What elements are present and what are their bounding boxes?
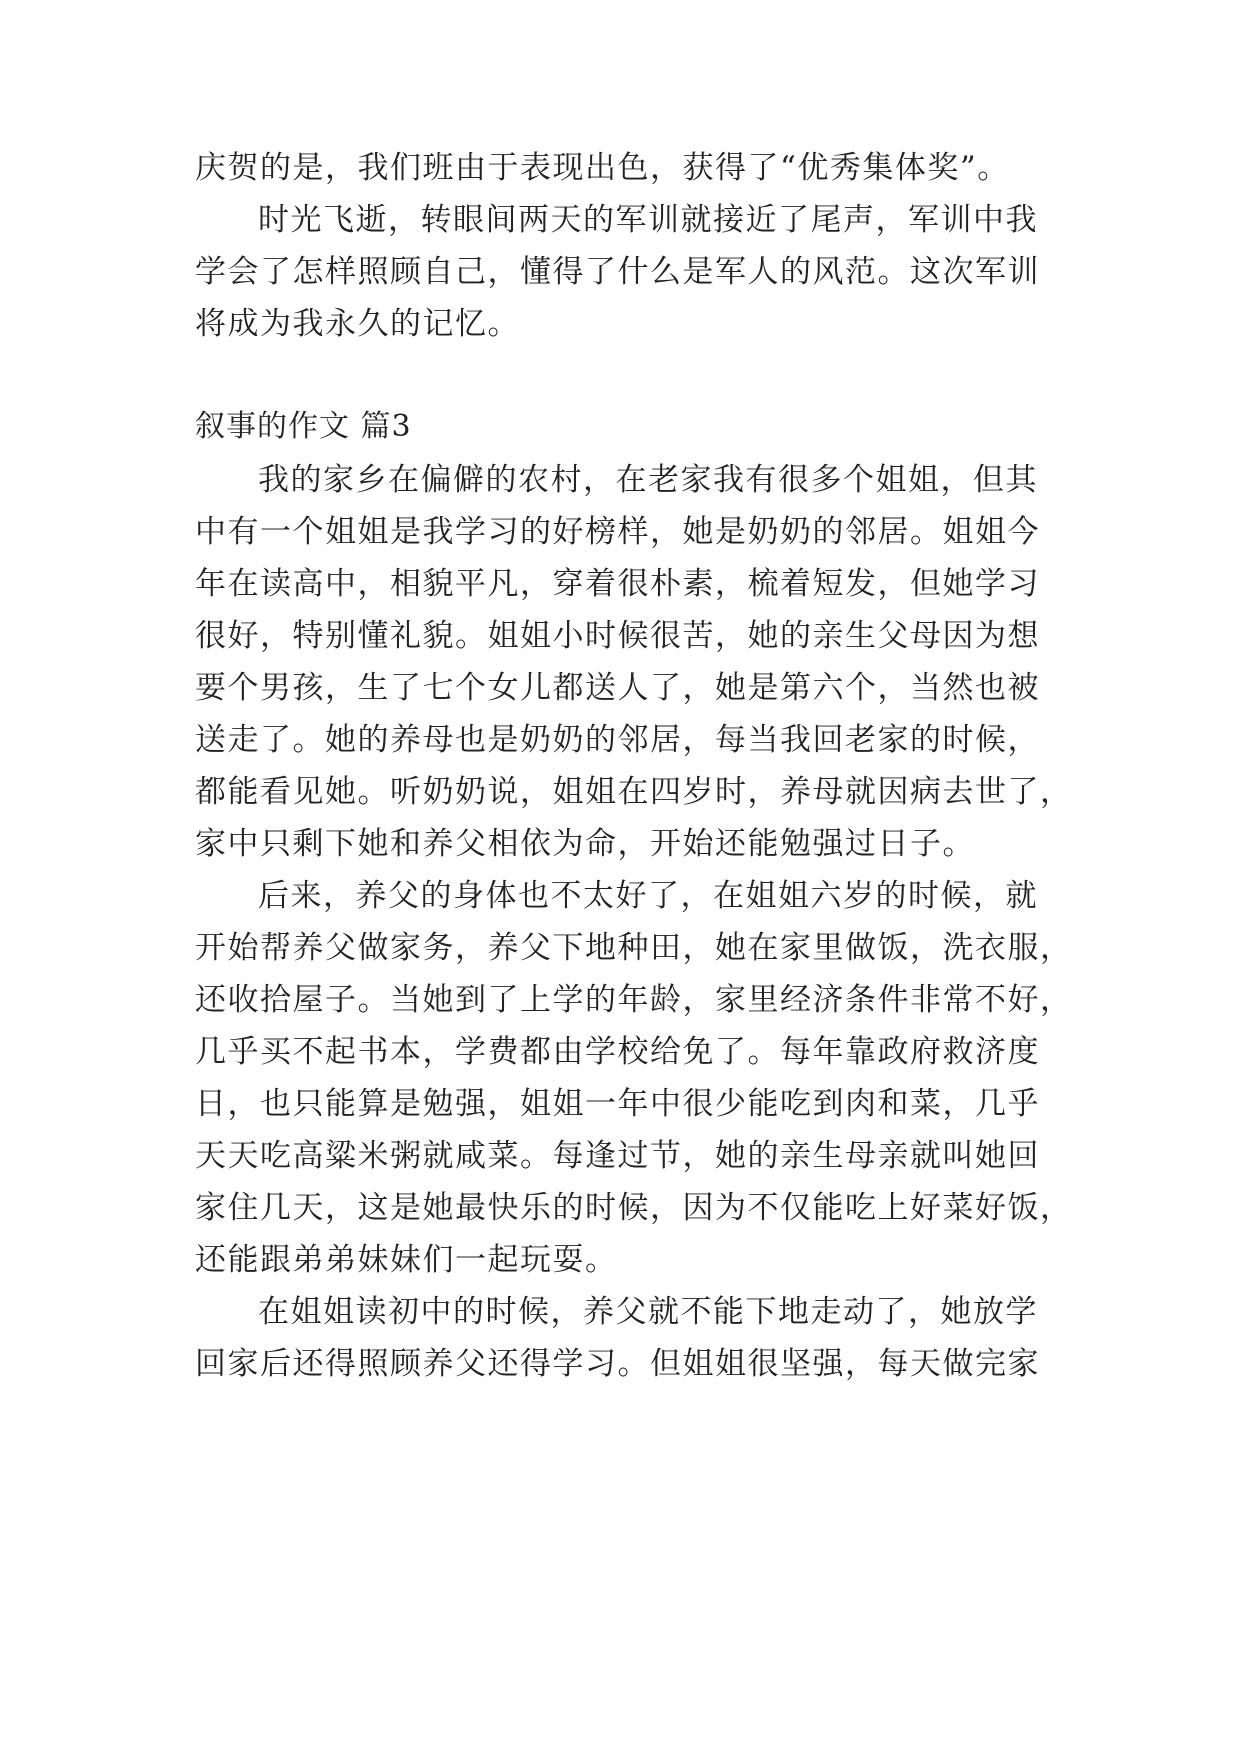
- text-line: 我的家乡在偏僻的农村，在老家我有很多个姐姐，但其: [258, 462, 1038, 498]
- text-line: 在姐姐读初中的时候，养父就不能下地走动了，她放学: [258, 1294, 1038, 1330]
- text-line: 还收拾屋子。当她到了上学的年龄，家里经济条件非常不好，: [195, 982, 1073, 1018]
- text-line: 几乎买不起书本，学费都由学校给免了。每年靠政府救济度: [195, 1034, 1040, 1070]
- section-heading: 叙事的作文 篇3: [195, 409, 412, 444]
- text-line: 都能看见她。听奶奶说，姐姐在四岁时，养母就因病去世了，: [195, 774, 1073, 810]
- text-line: 天天吃高粱米粥就咸菜。每逢过节，她的亲生母亲就叫她回: [195, 1138, 1040, 1174]
- text-line: 中有一个姐姐是我学习的好榜样，她是奶奶的邻居。姐姐今: [195, 514, 1040, 550]
- text-line: 时光飞逝，转眼间两天的军训就接近了尾声，军训中我: [258, 202, 1038, 238]
- text-line: 开始帮养父做家务，养父下地种田，她在家里做饭，洗衣服，: [195, 930, 1073, 966]
- text-line: 将成为我永久的记忆。: [195, 306, 520, 342]
- text-line: 后来，养父的身体也不太好了，在姐姐六岁的时候，就: [258, 878, 1038, 914]
- text-line: 还能跟弟弟妹妹们一起玩耍。: [195, 1242, 618, 1278]
- text-line: 很好，特别懂礼貌。姐姐小时候很苦，她的亲生父母因为想: [195, 618, 1040, 654]
- text-line: 要个男孩，生了七个女儿都送人了，她是第六个，当然也被: [195, 670, 1040, 706]
- text-line: 家住几天，这是她最快乐的时候，因为不仅能吃上好菜好饭，: [195, 1190, 1073, 1226]
- text-line: 回家后还得照顾养父还得学习。但姐姐很坚强，每天做完家: [195, 1346, 1040, 1382]
- text-line: 年在读高中，相貌平凡，穿着很朴素，梳着短发，但她学习: [195, 566, 1040, 602]
- text-line: 送走了。她的养母也是奶奶的邻居，每当我回老家的时候，: [195, 722, 1040, 758]
- text-line: 日，也只能算是勉强，姐姐一年中很少能吃到肉和菜，几乎: [195, 1086, 1040, 1122]
- text-line: 庆贺的是，我们班由于表现出色，获得了“优秀集体奖”。: [195, 150, 1010, 186]
- text-line: 学会了怎样照顾自己，懂得了什么是军人的风范。这次军训: [195, 254, 1040, 290]
- text-line: 家中只剩下她和养父相依为命，开始还能勉强过日子。: [195, 826, 975, 862]
